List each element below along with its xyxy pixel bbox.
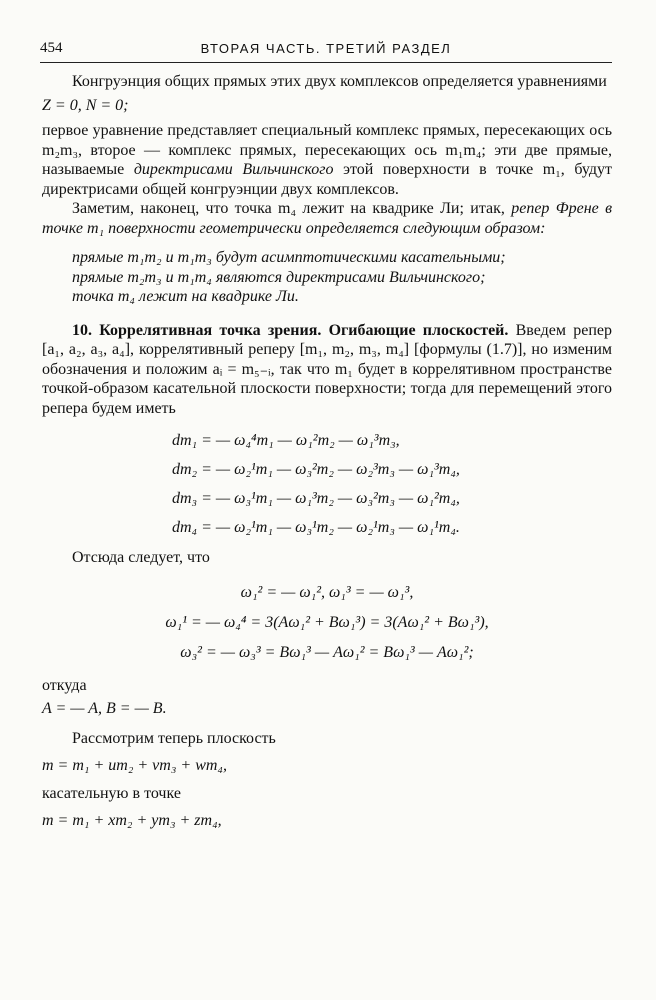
equation: Z = 0, N = 0; (42, 96, 129, 114)
page-header (40, 38, 612, 63)
equation-block (42, 578, 612, 668)
equation: dm₁ = — ω₄⁴m₁ — ω₁²m₂ — ω₁³m₃, (172, 432, 400, 449)
equation: dm₃ = — ω₃¹m₁ — ω₁³m₂ — ω₃²m₃ — ω₁²m₄, (172, 490, 460, 507)
paragraph (42, 121, 612, 199)
paragraph: касательную в точке (42, 784, 181, 802)
text: первое уравнение представляет специальный комплекс прямых, пересекающих ось m₂m₃, второе — комплекс прямых, пересекающих ось m₁m₄; эти две прямые, называемые (42, 122, 612, 178)
theorem-italic: репер Френе в точке m₁ поверхности геометрически определяется следующим образом: (42, 200, 613, 237)
paragraph: Рассмотрим теперь плоскость (72, 729, 276, 747)
list-item: прямые m₂m₃ и m₁m₄ являются директрисами Вильчинского; (72, 268, 486, 286)
equation: m = m₁ + um₂ + vm₃ + wm₄, (42, 757, 227, 774)
section-title: 10. Коррелятивная точка зрения. Огибающие плоскостей. (72, 321, 509, 339)
equation: m = m₁ + xm₂ + ym₃ + zm₄, (42, 812, 222, 829)
term-italic: директрисами Вильчинского (133, 161, 334, 178)
equation: ω₁¹ = — ω₄⁴ = 3(Aω₁² + Bω₁³) = 3(Aω₁² + Bω₁³), (165, 613, 489, 631)
equation-block (172, 426, 612, 542)
section-paragraph (42, 321, 612, 419)
page-body (42, 72, 612, 831)
equation: A = — A, B = — B. (42, 700, 167, 717)
equation: dm₄ = — ω₂¹m₁ — ω₃¹m₂ — ω₂¹m₃ — ω₁¹m₄. (172, 519, 460, 536)
paragraph: откуда (42, 676, 87, 694)
text: Заметим, наконец, что точка m₄ лежит на квадрике Ли; итак, (72, 200, 512, 217)
equation: ω₁² = — ω₁², ω₁³ = — ω₁³, (240, 583, 414, 601)
list-item: точка m₄ лежит на квадрике Ли. (72, 288, 299, 305)
paragraph: Отсюда следует, что (72, 549, 210, 566)
equation: dm₂ = — ω₂¹m₁ — ω₃²m₂ — ω₂³m₃ — ω₁³m₄, (172, 461, 460, 478)
list-item: прямые m₁m₂ и m₁m₃ будут асимптотическими касательными; (72, 249, 506, 266)
text: Введем репер [a₁, a₂, a₃, a₄], коррелятивный реперу [m₁, m₂, m₃, m₄] [формулы (1.7)], но изменим обозначения и положим aᵢ = m₅₋ᵢ, так что m₁ будет в коррелятивном пространстве точкой-образом касательной плоскости поверхности; тогда для перемещений этого репера будем иметь (42, 321, 612, 417)
text: этой поверхности в точке m₁, будут директрисами общей конгруэнции двух комплексов. (42, 161, 612, 198)
paragraph: Конгруэнция общих прямых этих двух комплексов определяется уравнениями (72, 73, 607, 90)
paragraph (42, 199, 612, 238)
equation: ω₃² = — ω₃³ = Bω₁³ — Aω₁² = Bω₁³ — Aω₁²; (180, 643, 474, 661)
running-title: ВТОРАЯ ЧАСТЬ. ТРЕТИЙ РАЗДЕЛ (200, 41, 452, 56)
page-number: 454 (40, 40, 63, 56)
